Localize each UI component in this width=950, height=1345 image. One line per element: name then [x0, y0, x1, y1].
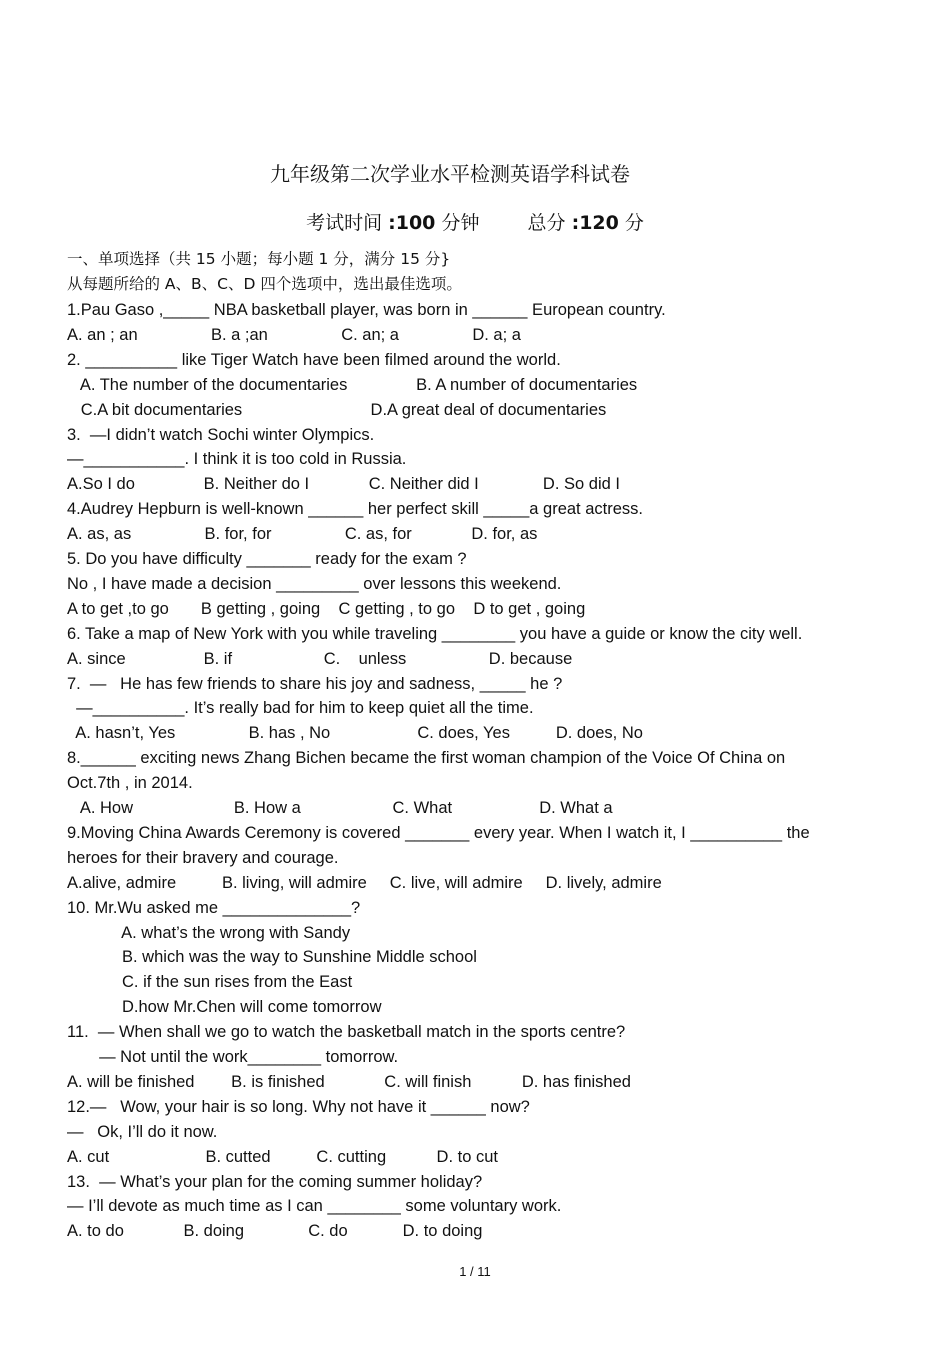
- time-unit: 分钟: [441, 212, 480, 234]
- score-value: :120: [571, 212, 619, 234]
- question-line: 6. Take a map of New York with you while traveling ________ you have a guide or know the city well.: [67, 624, 803, 643]
- question-line: 11. — When shall we go to watch the basketball match in the sports centre?: [67, 1023, 626, 1042]
- question-line: A.alive, admire B. living, will admire C. live, will admire D. lively, admire: [67, 873, 662, 892]
- question-line: A. since B. if C. unless D. because: [67, 649, 573, 668]
- question-line: B. which was the way to Sunshine Middle school: [67, 948, 477, 967]
- question-line: 8.______ exciting news Zhang Bichen became the first woman champion of the Voice Of China on: [67, 749, 786, 768]
- time-label: 考试时间: [306, 212, 383, 234]
- question-line: Oct.7th , in 2014.: [67, 774, 193, 793]
- exam-info: [0, 208, 950, 235]
- time-value: :100: [388, 212, 436, 234]
- score-label: 总分: [527, 212, 566, 234]
- question-line: 2. __________ like Tiger Watch have been filmed around the world.: [67, 350, 561, 369]
- page-title: 九年级第二次学业水平检测英语学科试卷: [270, 162, 630, 186]
- instructions: 从每题所给的 A、B、C、D 四个选项中，选出最佳选项。: [67, 275, 462, 293]
- question-line: — Not until the work________ tomorrow.: [67, 1048, 399, 1066]
- question-line: A. what’s the wrong with Sandy: [67, 923, 351, 942]
- question-line: 12.— Wow, your hair is so long. Why not have it ______ now?: [67, 1097, 530, 1116]
- question-line: A. an ; an B. a ;an C. an; a D. a; a: [67, 325, 521, 344]
- question-line: 1.Pau Gaso ,_____ NBA basketball player, was born in ______ European country.: [67, 301, 666, 319]
- page-number: 1 / 11: [459, 1264, 491, 1279]
- question-line: — Ok, I’ll do it now.: [67, 1122, 218, 1141]
- question-line: A. hasn’t, Yes B. has , No C. does, Yes D. does, No: [67, 724, 643, 743]
- question-line: —__________. It’s really bad for him to keep quiet all the time.: [67, 699, 534, 718]
- question-line: A.So I do B. Neither do I C. Neither did I D. So did I: [67, 475, 620, 494]
- question-line: — I’ll devote as much time as I can ________ some voluntary work.: [67, 1197, 562, 1216]
- score-unit: 分: [624, 212, 644, 234]
- question-line: A to get ,to go B getting , going C getting , to go D to get , going: [67, 599, 586, 618]
- question-line: 7. — He has few friends to share his joy and sadness, _____ he ?: [67, 674, 563, 693]
- question-line: 3. —I didn’t watch Sochi winter Olympics.: [67, 425, 375, 444]
- question-line: 13. — What’s your plan for the coming summer holiday?: [67, 1172, 483, 1191]
- question-line: A. How B. How a C. What D. What a: [67, 799, 613, 817]
- question-line: A. as, as B. for, for C. as, for D. for, as: [67, 525, 538, 544]
- question-line: A. cut B. cutted C. cutting D. to cut: [67, 1147, 498, 1166]
- question-line: —___________. I think it is too cold in Russia.: [67, 450, 407, 469]
- question-line: A. The number of the documentaries B. A number of documentaries: [67, 375, 638, 394]
- question-line: 4.Audrey Hepburn is well-known ______ her perfect skill _____a great actress.: [67, 500, 643, 519]
- question-line: A. will be finished B. is finished C. will finish D. has finished: [67, 1072, 631, 1091]
- question-line: 10. Mr.Wu asked me ______________?: [67, 898, 361, 917]
- question-line: 9.Moving China Awards Ceremony is covered _______ every year. When I watch it, I __________ the: [67, 823, 810, 842]
- section-heading: 一、单项选择（共 15 小题；每小题 1 分，满分 15 分}: [67, 250, 451, 268]
- question-line: 5. Do you have difficulty _______ ready for the exam ?: [67, 550, 467, 568]
- question-line: No , I have made a decision _________ over lessons this weekend.: [67, 574, 562, 593]
- question-line: D.how Mr.Chen will come tomorrow: [67, 998, 382, 1017]
- question-line: C. if the sun rises from the East: [67, 973, 353, 992]
- question-line: heroes for their bravery and courage.: [67, 848, 339, 867]
- question-line: C.A bit documentaries D.A great deal of documentaries: [67, 400, 607, 419]
- question-line: A. to do B. doing C. do D. to doing: [67, 1222, 483, 1241]
